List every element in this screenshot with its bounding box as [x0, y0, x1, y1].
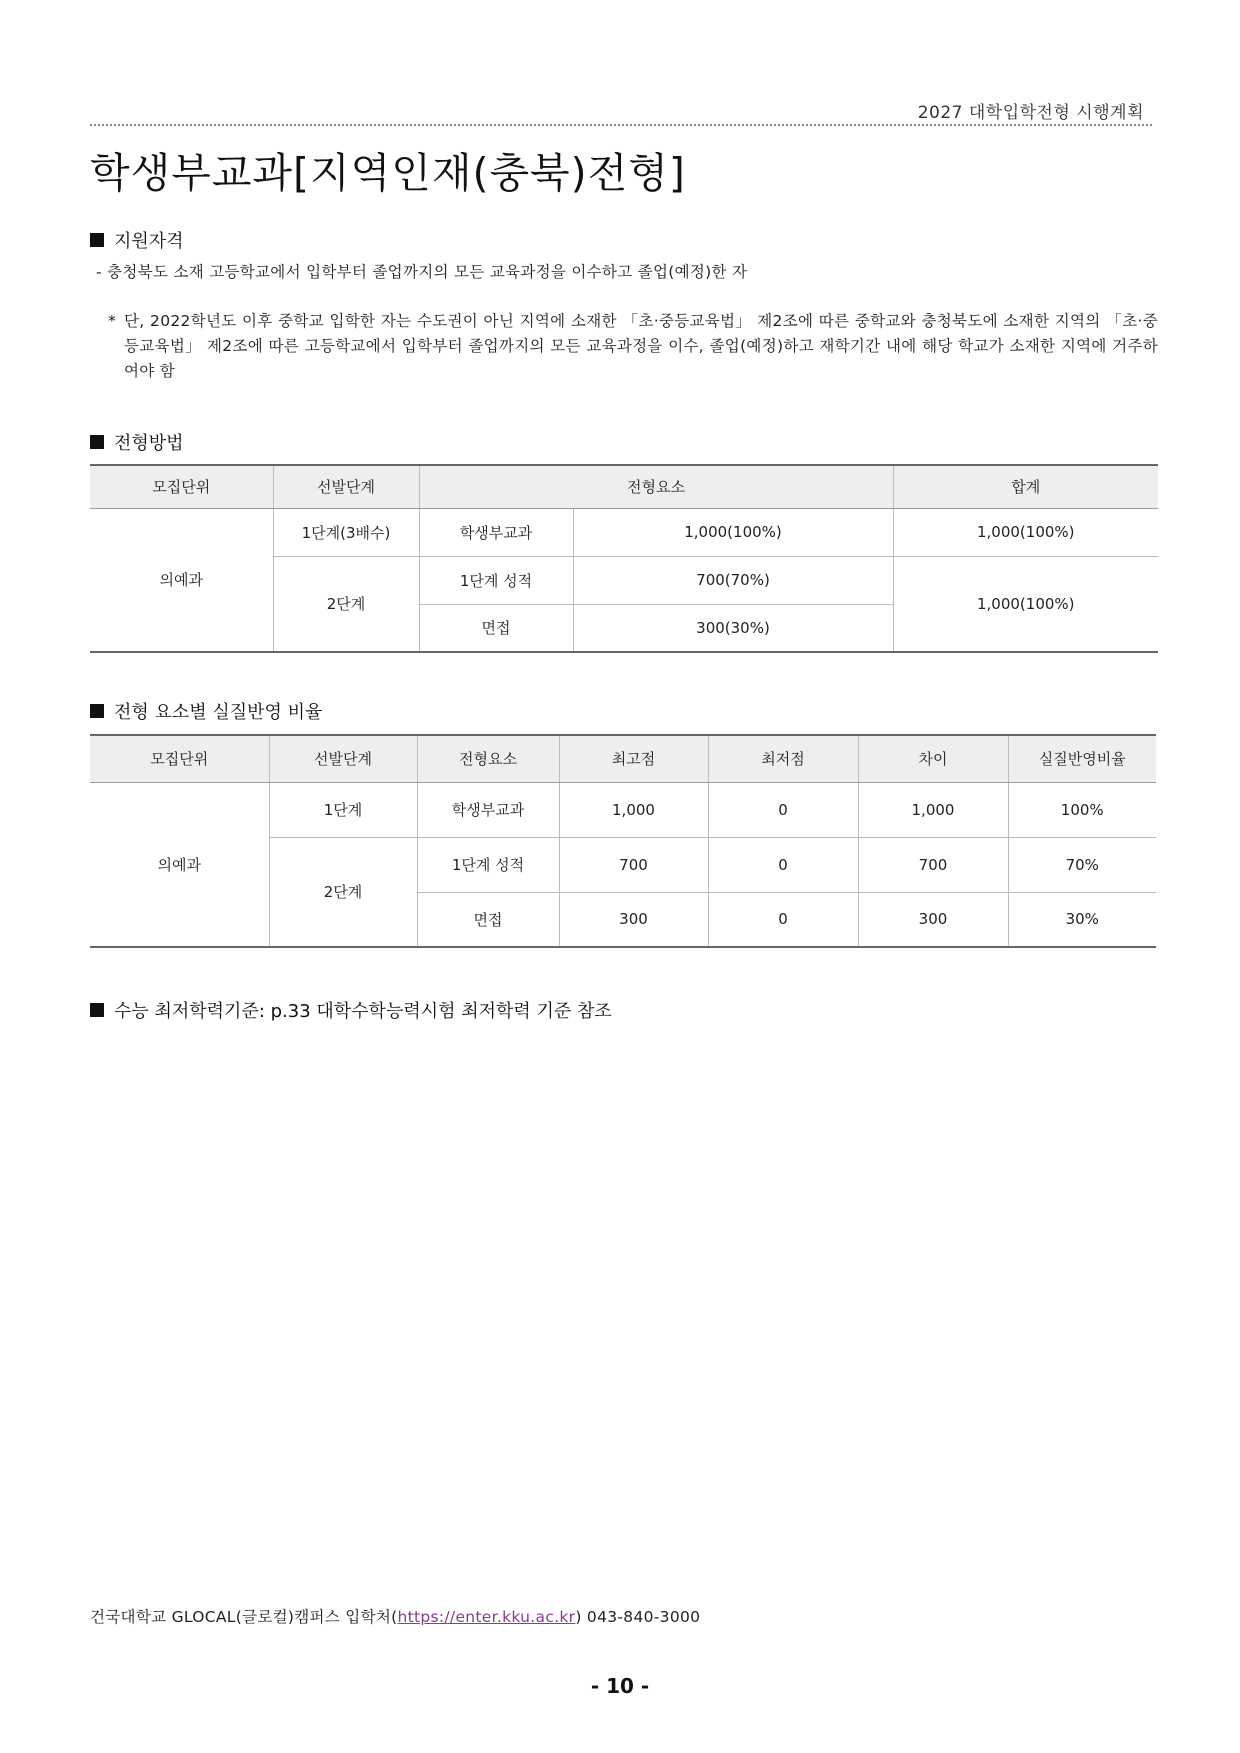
square-bullet-icon — [90, 233, 104, 247]
total-cell: 1,000(100%) — [893, 556, 1158, 652]
note-asterisk: * — [108, 312, 117, 330]
diff-cell: 300 — [858, 892, 1008, 947]
max-cell: 300 — [559, 892, 708, 947]
unit-cell: 의예과 — [90, 782, 269, 947]
footer-contact — [90, 1605, 700, 1627]
csat-heading-label: 수능 최저학력기준 — [114, 1001, 259, 1022]
element-cell: 면접 — [417, 892, 559, 947]
score-cell: 300(30%) — [573, 604, 893, 652]
ratio-cell: 100% — [1008, 782, 1156, 837]
ratio-cell: 70% — [1008, 837, 1156, 892]
square-bullet-icon — [90, 1003, 104, 1017]
square-bullet-icon — [90, 435, 104, 449]
min-cell: 0 — [708, 782, 858, 837]
method-header-row — [90, 465, 1158, 508]
col-header-min: 최저점 — [708, 735, 858, 782]
score-cell: 700(70%) — [573, 556, 893, 604]
footer-prefix: 건국대학교 GLOCAL(글로컬)캠퍼스 입학처( — [90, 1608, 398, 1626]
eligibility-line: - 충청북도 소재 고등학교에서 입학부터 졸업까지의 모든 교육과정을 이수하고 졸업(예정)한 자 — [96, 263, 748, 281]
table-row — [90, 782, 1156, 837]
ratio-header-row — [90, 735, 1156, 782]
eligibility-heading — [90, 227, 184, 253]
col-header-unit: 모집단위 — [90, 465, 273, 508]
running-header: 2027 대학입학전형 시행계획 — [917, 103, 1144, 123]
min-cell: 0 — [708, 892, 858, 947]
page-title: 학생부교과[지역인재(충북)전형] — [90, 149, 686, 197]
stage-cell: 2단계 — [269, 837, 417, 947]
element-cell: 학생부교과 — [417, 782, 559, 837]
element-cell: 면접 — [419, 604, 573, 652]
note-body: 단, 2022학년도 이후 중학교 입학한 자는 수도권이 아닌 지역에 소재한 「초·중등교육법」 제2조에 따른 중학교와 충청북도에 소재한 지역의 「초·중등교육법」 제2조에 따른 고등학교에서 입학부터 졸업까지의 모든 교육과정을 이수, 졸업(예정)하고 재학기간 내에 해당 학교가 소재한 지역에 거주하여야 함 — [124, 312, 1158, 380]
table-row — [90, 508, 1158, 556]
score-cell: 1,000(100%) — [573, 508, 893, 556]
square-bullet-icon — [90, 704, 104, 718]
method-table — [90, 464, 1158, 653]
max-cell: 700 — [559, 837, 708, 892]
csat-heading — [90, 997, 612, 1023]
eligibility-heading-label: 지원자격 — [114, 231, 184, 252]
eligibility-note — [108, 309, 1158, 384]
method-heading-label: 전형방법 — [114, 433, 184, 454]
col-header-element: 전형요소 — [417, 735, 559, 782]
col-header-stage: 선발단계 — [273, 465, 419, 508]
page-number: - 10 - — [590, 1674, 650, 1698]
col-header-stage: 선발단계 — [269, 735, 417, 782]
stage-cell: 1단계 — [269, 782, 417, 837]
diff-cell: 1,000 — [858, 782, 1008, 837]
stage-cell: 2단계 — [273, 556, 419, 652]
stage-cell: 1단계(3배수) — [273, 508, 419, 556]
diff-cell: 700 — [858, 837, 1008, 892]
ratio-heading — [90, 698, 322, 724]
col-header-element: 전형요소 — [419, 465, 893, 508]
col-header-ratio: 실질반영비율 — [1008, 735, 1156, 782]
element-cell: 1단계 성적 — [419, 556, 573, 604]
unit-cell: 의예과 — [90, 508, 273, 652]
total-cell: 1,000(100%) — [893, 508, 1158, 556]
ratio-cell: 30% — [1008, 892, 1156, 947]
max-cell: 1,000 — [559, 782, 708, 837]
ratio-heading-label: 전형 요소별 실질반영 비율 — [114, 702, 323, 723]
col-header-max: 최고점 — [559, 735, 708, 782]
method-heading — [90, 429, 184, 455]
element-cell: 1단계 성적 — [417, 837, 559, 892]
header-divider — [90, 124, 1152, 126]
footer-suffix: ) 043-840-3000 — [575, 1608, 701, 1626]
csat-reference: : p.33 대학수학능력시험 최저학력 기준 참조 — [258, 1001, 612, 1022]
col-header-unit: 모집단위 — [90, 735, 269, 782]
col-header-total: 합계 — [893, 465, 1158, 508]
admissions-link[interactable]: https://enter.kku.ac.kr — [397, 1608, 576, 1626]
min-cell: 0 — [708, 837, 858, 892]
element-cell: 학생부교과 — [419, 508, 573, 556]
ratio-table — [90, 734, 1156, 948]
col-header-diff: 차이 — [858, 735, 1008, 782]
